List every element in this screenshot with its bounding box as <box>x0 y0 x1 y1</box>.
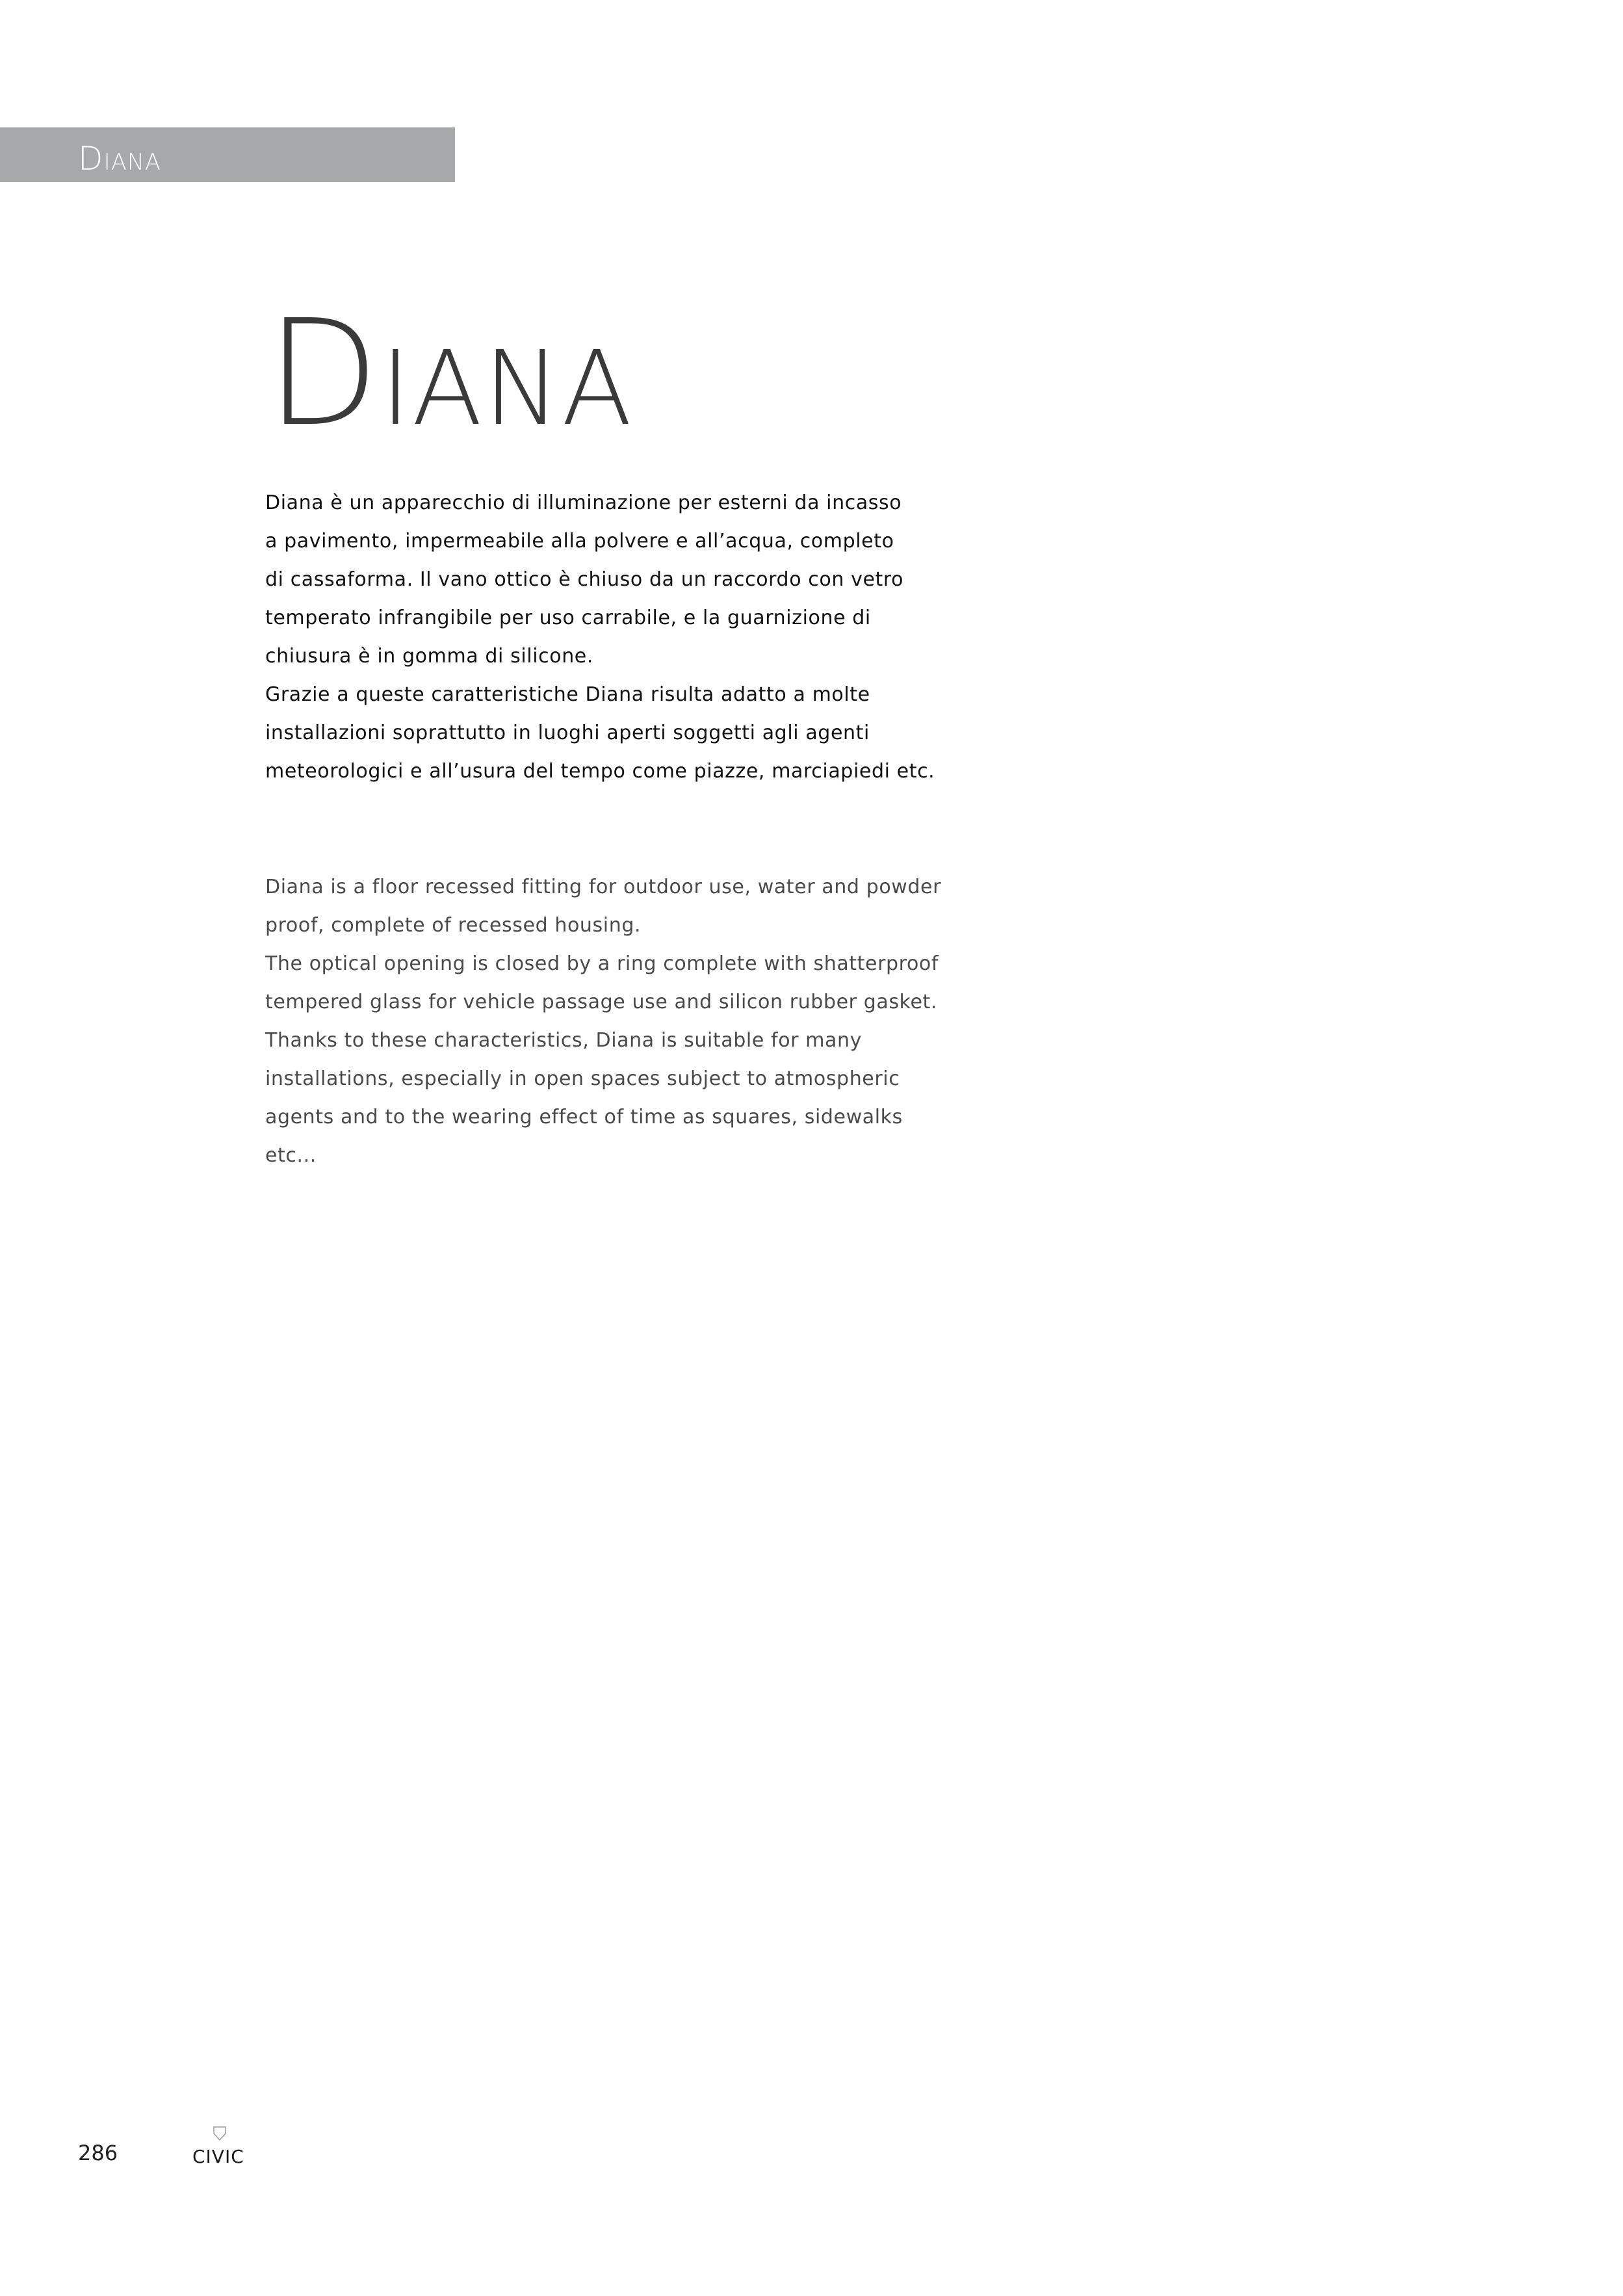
english-description <box>265 868 941 1175</box>
italian-description-line: temperato infrangibile per uso carrabile, e la guarnizione di <box>265 607 871 629</box>
english-description-line: tempered glass for vehicle passage use and silicon rubber gasket. <box>265 991 938 1013</box>
italian-description-line: a pavimento, impermeabile alla polvere e all’acqua, completo <box>265 530 894 553</box>
english-description-line: proof, complete of recessed housing. <box>265 914 642 937</box>
italian-description-line: chiusura è in gomma di silicone. <box>265 645 594 668</box>
english-description-line: Thanks to these characteristics, Diana is suitable for many <box>265 1029 863 1052</box>
italian-description-line: di cassaforma. Il vano ottico è chiuso da un raccordo con vetro <box>265 568 904 591</box>
brand-logo <box>192 2126 257 2171</box>
italian-description-line: Diana è un apparecchio di illuminazione per esterni da incasso <box>265 491 902 514</box>
italian-description-line: installazioni soprattutto in luoghi aperti soggetti agli agenti <box>265 722 870 744</box>
english-description-line: installations, especially in open spaces subject to atmospheric <box>265 1067 900 1090</box>
english-description-line: agents and to the wearing effect of time as squares, sidewalks <box>265 1106 903 1128</box>
english-description-line: etc... <box>265 1144 317 1167</box>
page-number: 286 <box>78 2141 118 2165</box>
italian-description-line: Grazie a queste caratteristiche Diana risulta adatto a molte <box>265 683 870 706</box>
section-header-band <box>0 127 455 182</box>
english-description-line: The optical opening is closed by a ring complete with shatterproof <box>265 952 939 975</box>
section-header-label: Diana <box>78 140 161 177</box>
page-title: Diana <box>266 289 634 459</box>
brand-wordmark: civic <box>192 2139 244 2169</box>
english-description-line: Diana is a floor recessed fitting for outdoor use, water and powder <box>265 876 942 898</box>
italian-description-line: meteorologici e all’usura del tempo come piazze, marciapiedi etc. <box>265 760 935 783</box>
italian-description <box>265 484 935 790</box>
